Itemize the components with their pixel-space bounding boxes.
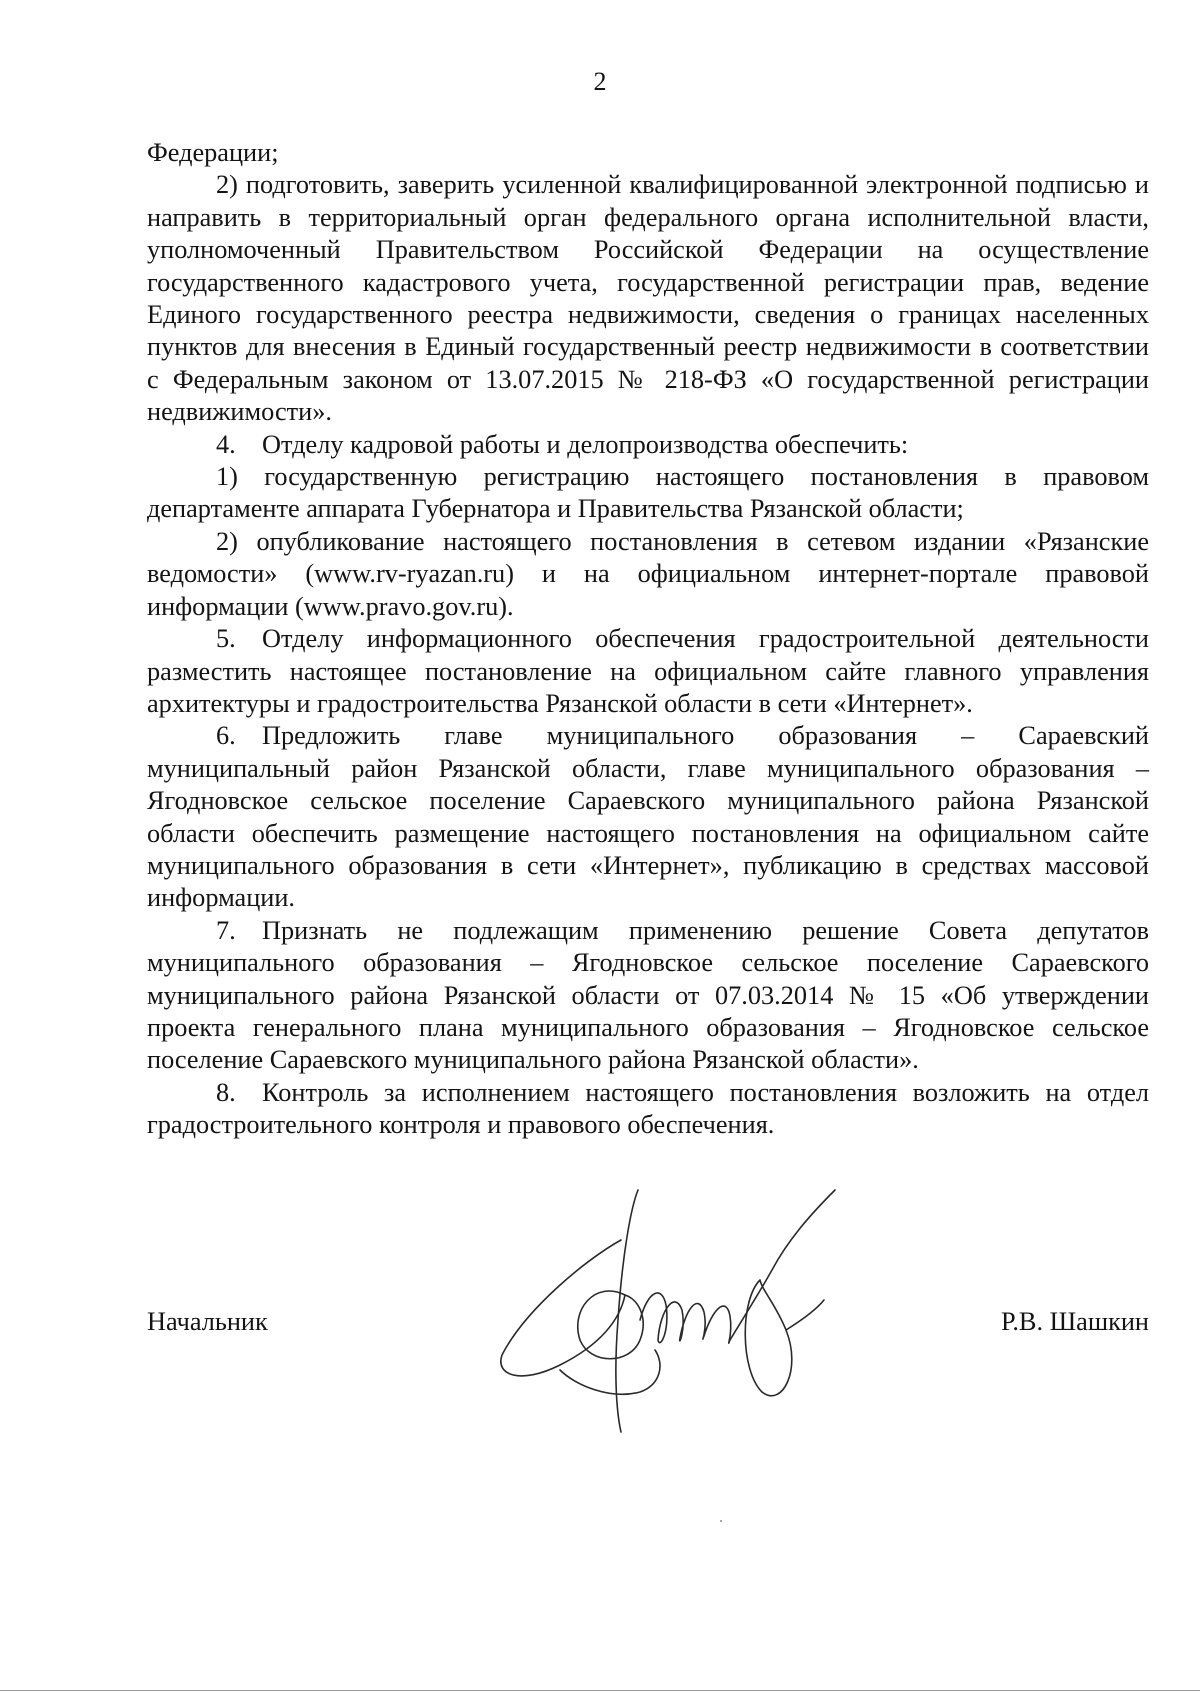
signer-name: Р.В. Шашкин bbox=[1001, 1307, 1149, 1336]
document-body bbox=[147, 137, 1149, 1142]
paragraph-item-8: 8. Контроль за исполнением настоящего постановления возложить на отдел градостроительного контроля и правового обеспечения. bbox=[147, 1077, 1149, 1140]
paragraph-subitem-2-prepare-data: 2) подготовить, заверить усиленной квалифицированной электронной подписью и направить в территориальный орган федерального органа исполнительной власти, уполномоченный Правительством Российской Федерации на осуществление государственного кадастрового учета, государственной регистрации прав, ведение Единого государственного реестра недвижимости, сведения о границах населенных пунктов для внесения в Единый государственный реестр недвижимости в соответствии с Федеральным законом от 13.07.2015 № 218-ФЗ «О государственной регистрации недвижимости». bbox=[147, 170, 1149, 427]
paragraph-subitem-1-registration: 1) государственную регистрацию настоящего постановления в правовом департаменте аппарата Губернатора и Правительства Рязанской области; bbox=[147, 462, 1149, 524]
paragraph-continuation: Федерации; bbox=[147, 138, 279, 167]
page-number: 2 bbox=[593, 67, 607, 96]
paragraph-item-4: 4. Отделу кадровой работы и делопроизводства обеспечить: bbox=[216, 429, 909, 459]
scan-edge-line bbox=[0, 1690, 1200, 1691]
signer-position: Начальник bbox=[147, 1307, 268, 1336]
paragraph-item-7: 7. Признать не подлежащим применению решение Совета депутатов муниципального образования – Ягодновское сельское поселение Сараевского муниципального района Рязанской области от 07.03.2014 № 15 «Об утверждении проекта генерального плана муниципального образования – Ягодновское сельское поселение Сараевского муниципального района Рязанской области». bbox=[147, 915, 1149, 1075]
scan-speck bbox=[720, 1520, 722, 1522]
signature-block bbox=[147, 1306, 1149, 1346]
paragraph-item-6: 6. Предложить главе муниципального образования – Сараевский муниципальный район Рязанской области, главе муниципального образования – Ягодновское сельское поселение Сараевского муниципального района Рязанской области обеспечить размещение настоящего постановления на официальном сайте муниципального образования в сети «Интернет», публикацию в средствах массовой информации. bbox=[147, 721, 1149, 913]
paragraph-item-5: 5. Отделу информационного обеспечения градостроительной деятельности разместить настоящее постановление на официальном сайте главного управления архитектуры и градостроительства Рязанской области в сети «Интернет». bbox=[147, 624, 1149, 718]
paragraph-subitem-2-publication: 2) опубликование настоящего постановления в сетевом издании «Рязанские ведомости» (www.rv-ryazan.ru) и на официальном интернет-портале правовой информации (www.pravo.gov.ru). bbox=[147, 526, 1149, 621]
